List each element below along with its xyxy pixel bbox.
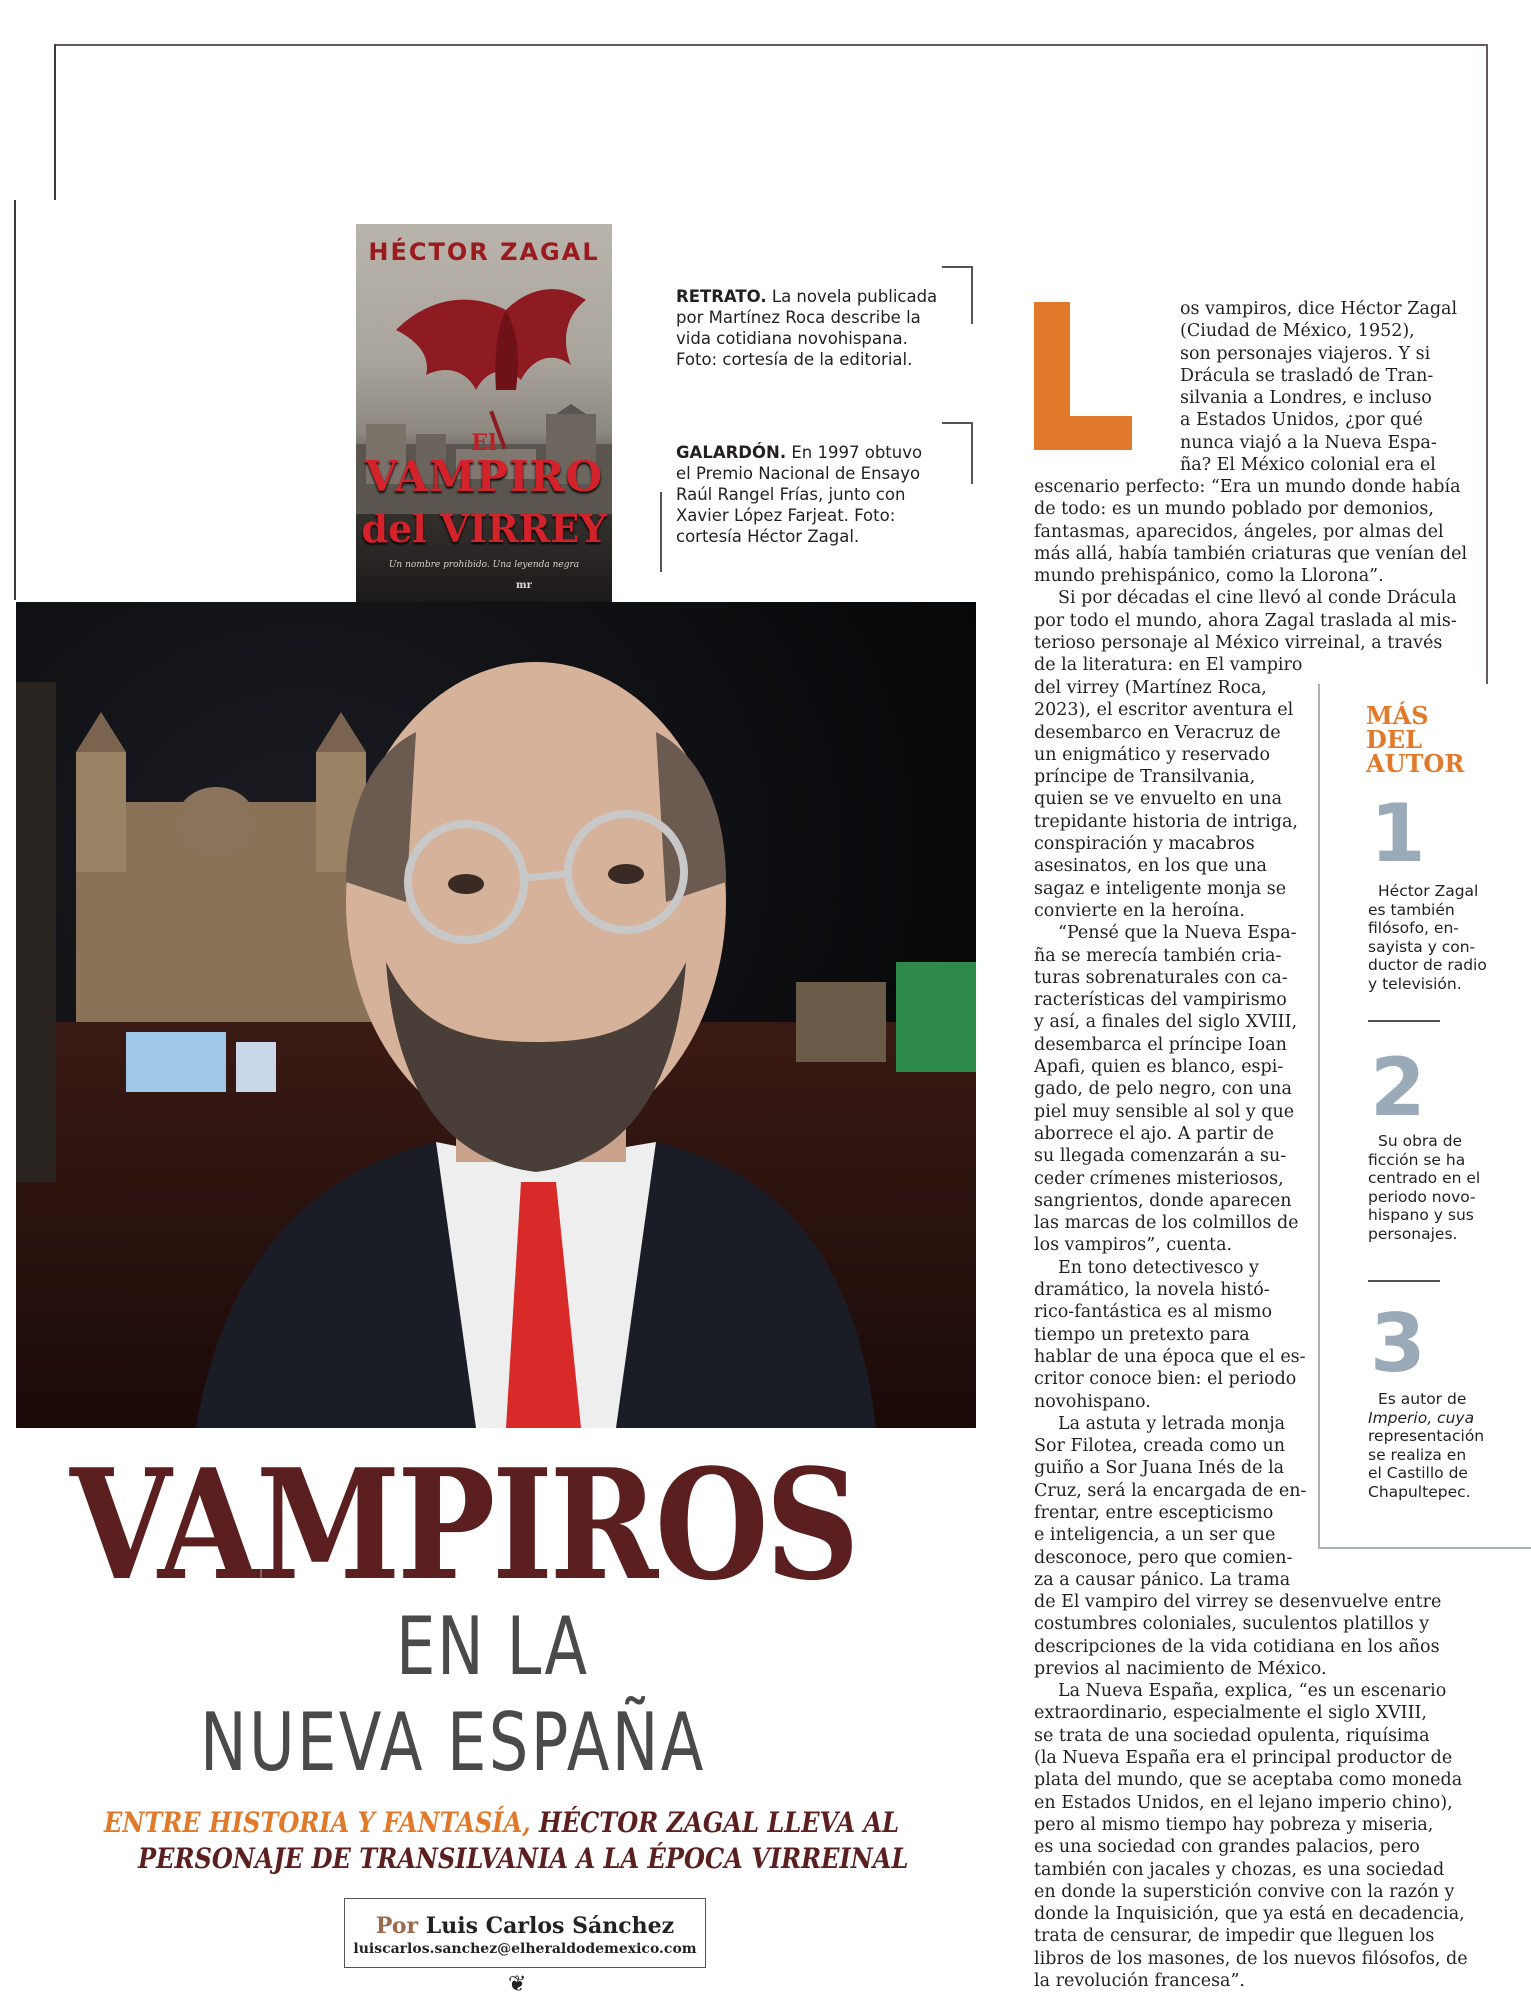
sidebar-divider: [1368, 1020, 1440, 1022]
caption-line: La novela publicada: [766, 287, 938, 306]
caption-retrato: [676, 286, 937, 370]
sidebar-line: centrado en el: [1368, 1169, 1481, 1187]
article-wide-column-1: [1034, 476, 1467, 677]
caption-line: el Premio Nacional de Ensayo: [676, 464, 921, 483]
article-line: quien se ve envuelto en una: [1034, 789, 1282, 810]
article-line: desconoce, pero que comien-: [1034, 1547, 1293, 1568]
sidebar-title-line: AUTOR: [1366, 749, 1465, 778]
subheadline-line-1: [104, 1805, 899, 1841]
page-frame-top: [54, 44, 1488, 46]
caption-rule: [971, 422, 973, 484]
article-wide-column-2: [1034, 1591, 1468, 1992]
byline-name: Luis Carlos Sánchez: [418, 1913, 675, 1939]
article-line: os vampiros, dice Héctor Zagal: [1180, 299, 1458, 319]
article-line: libros de los masones, de los nuevos filósofos, de: [1034, 1948, 1468, 1969]
sidebar-line: periodo novo-: [1368, 1187, 1476, 1206]
sidebar-title-line: MÁS: [1366, 701, 1429, 730]
article-line: son personajes viajeros. Y si: [1180, 343, 1431, 364]
article-line: tiempo un pretexto para: [1034, 1324, 1250, 1345]
author-portrait-photo: [16, 602, 976, 1428]
article-line: a Estados Unidos, ¿por qué: [1180, 410, 1423, 431]
article-line: las marcas de los colmillos de: [1034, 1213, 1299, 1234]
page-frame-right: [1486, 44, 1488, 684]
article-line: hablar de una época que el es-: [1034, 1346, 1306, 1367]
book-cover-publisher-logo: mr: [516, 580, 532, 591]
article-line: por todo el mundo, ahora Zagal traslada al mis-: [1034, 610, 1457, 631]
page-frame-left: [54, 44, 56, 200]
sidebar-line: filósofo, en-: [1368, 919, 1459, 937]
caption-line: cortesía Héctor Zagal.: [676, 527, 860, 546]
sidebar-number-3: 3: [1370, 1297, 1426, 1390]
article-line: su llegada comenzarán a su-: [1034, 1146, 1287, 1167]
article-line: Drácula se trasladó de Tran-: [1180, 365, 1434, 386]
article-line: de El vampiro del virrey se desenvuelve entre: [1034, 1592, 1442, 1612]
article-line: piel muy sensible al sol y que: [1034, 1101, 1295, 1122]
sidebar-line: ficción se ha: [1368, 1150, 1466, 1169]
book-cover-tagline: Un nombre prohibido. Una leyenda negra: [388, 560, 580, 570]
sidebar-line: representación: [1368, 1427, 1485, 1445]
article-line: trata de censurar, de impedir que lleguen los: [1034, 1926, 1435, 1947]
article-intro-column: [1180, 298, 1457, 476]
book-cover-title-el: El: [471, 430, 497, 456]
article-line: guiño a Sor Juana Inés de la: [1034, 1458, 1285, 1479]
byline-email: luiscarlos.sanchez@elheraldodemexico.com: [353, 1941, 697, 1957]
sidebar-line: el Castillo de: [1368, 1464, 1468, 1482]
sidebar-line: Su obra de: [1378, 1132, 1463, 1150]
article-line: silvania a Londres, e incluso: [1180, 388, 1432, 409]
article-line: novohispano.: [1034, 1391, 1151, 1412]
article-line: donde la Inquisición, que ya está en decadencia,: [1034, 1904, 1465, 1925]
article-line: también con jacales y chozas, es una sociedad: [1034, 1859, 1445, 1880]
sidebar-line: es también: [1368, 900, 1455, 919]
caption-line: Raúl Rangel Frías, junto con: [676, 485, 906, 504]
article-line: sagaz e inteligente monja se: [1034, 878, 1287, 899]
article-line: (la Nueva España era el principal productor de: [1034, 1748, 1453, 1769]
article-line: plata del mundo, que se aceptaba como moneda: [1034, 1770, 1463, 1791]
article-line: En tono detectivesco y: [1058, 1257, 1259, 1278]
author-portrait-illustration: [16, 602, 976, 1428]
sidebar-line: ductor de radio: [1368, 956, 1487, 974]
article-line: mundo prehispánico, como la Llorona”.: [1034, 566, 1384, 587]
sidebar-title: [1366, 701, 1465, 778]
article-line: La astuta y letrada monja: [1058, 1413, 1286, 1434]
caption-line: En 1997 obtuvo: [786, 443, 923, 462]
sidebar-item-2-text: [1368, 1132, 1481, 1243]
article-line: en Estados Unidos, en el lejano imperio chino),: [1034, 1792, 1453, 1813]
book-cover-author: HÉCTOR ZAGAL: [368, 238, 600, 266]
article-line: escenario perfecto: “Era un mundo donde había: [1034, 477, 1461, 497]
sidebar-item-1-text: [1368, 882, 1487, 993]
sidebar-line: sayista y con-: [1368, 937, 1476, 956]
article-line: extraordinario, especialmente el siglo XVIII,: [1034, 1703, 1427, 1724]
book-cover-image: [356, 224, 612, 602]
book-cover-title-virrey: del VIRREY: [361, 506, 607, 551]
article-line: convierte en la heroína.: [1034, 900, 1245, 921]
subheadline-line-2: PERSONAJE DE TRANSILVANIA A LA ÉPOCA VIRREINAL: [138, 1842, 909, 1875]
article-line: terioso personaje al México virreinal, a través: [1034, 633, 1443, 654]
article-line: nunca viajó a la Nueva Espa-: [1180, 432, 1437, 453]
byline-por: Por: [375, 1913, 419, 1939]
caption-line: Foto: cortesía de la editorial.: [676, 350, 913, 369]
byline-author: [345, 1913, 705, 1939]
caption-rule: [660, 492, 662, 572]
article-line: de todo: es un mundo poblado por demonios,: [1034, 499, 1434, 520]
article-line: descripciones de la vida cotidiana en los años: [1034, 1636, 1440, 1657]
sidebar-line: Héctor Zagal: [1378, 882, 1479, 900]
book-cover-title-vampiro: VAMPIRO: [364, 452, 604, 501]
caption-line: Xavier López Farjeat. Foto:: [676, 506, 896, 525]
article-line: en donde la superstición convive con la razón y: [1034, 1881, 1455, 1902]
sidebar-number-2: 2: [1370, 1041, 1426, 1134]
article-line: racterísticas del vampirismo: [1034, 990, 1287, 1011]
article-line: sangrientos, donde aparecen: [1034, 1190, 1292, 1211]
article-line: del virrey (Martínez Roca,: [1034, 678, 1267, 698]
subheadline-accent: ENTRE HISTORIA Y FANTASÍA,: [104, 1806, 531, 1839]
caption-galardon: [676, 442, 922, 547]
article-line: ña? El México colonial era el: [1180, 455, 1436, 476]
article-line: Cruz, será la encargada de en-: [1034, 1480, 1307, 1501]
sidebar-number-1: 1: [1370, 787, 1426, 880]
article-line: es una sociedad con grandes palacios, pero: [1034, 1837, 1420, 1858]
article-line: más allá, había también criaturas que venían del: [1034, 543, 1468, 564]
sidebar-line: personajes.: [1368, 1224, 1458, 1243]
article-line: príncipe de Transilvania,: [1034, 767, 1256, 788]
article-line: se trata de una sociedad opulenta, riquísima: [1034, 1725, 1430, 1746]
more-about-author-sidebar: [1318, 684, 1531, 1549]
caption-line: por Martínez Roca describe la: [676, 308, 921, 327]
article-line: frentar, entre escepticismo: [1034, 1502, 1274, 1523]
page-frame-left-lower: [14, 200, 16, 600]
article-line: un enigmático y reservado: [1034, 744, 1271, 765]
caption-galardon-label: GALARDÓN.: [676, 443, 787, 462]
fleuron-ornament-icon: ❦: [508, 1972, 527, 1997]
article-line: y así, a finales del siglo XVIII,: [1034, 1012, 1298, 1033]
article-line: La Nueva España, explica, “es un escenario: [1058, 1681, 1447, 1702]
article-line: turas sobrenaturales con ca-: [1034, 967, 1288, 988]
caption-retrato-label: RETRATO.: [676, 287, 767, 306]
article-line: e inteligencia, a un ser que: [1034, 1525, 1276, 1546]
article-line: za a causar pánico. La trama: [1034, 1569, 1291, 1590]
sidebar-line: Chapultepec.: [1368, 1482, 1471, 1501]
sidebar-line: Es autor de: [1378, 1390, 1467, 1408]
article-line: Si por décadas el cine llevó al conde Drácula: [1058, 588, 1457, 609]
article-line: critor conoce bien: el periodo: [1034, 1369, 1297, 1390]
article-line: gado, de pelo negro, con una: [1034, 1079, 1292, 1100]
article-line: pero al mismo tiempo hay pobreza y miseria,: [1034, 1814, 1434, 1835]
article-line: trepidante historia de intriga,: [1034, 811, 1298, 832]
sidebar-line: hispano y sus: [1368, 1206, 1474, 1224]
article-line: rico-fantástica es al mismo: [1034, 1302, 1273, 1323]
article-line: la revolución francesa”.: [1034, 1971, 1245, 1992]
headline-nueva-espana: NUEVA ESPAÑA: [200, 1696, 706, 1789]
article-line: desembarca el príncipe Ioan: [1034, 1034, 1287, 1055]
article-line: previos al nacimiento de México.: [1034, 1658, 1327, 1679]
caption-rule: [942, 266, 972, 268]
article-line: ceder crímenes misteriosos,: [1034, 1168, 1284, 1189]
caption-line: vida cotidiana novohispana.: [676, 329, 908, 348]
article-line: de la literatura: en El vampiro: [1034, 655, 1303, 676]
sidebar-line: Imperio, cuya: [1368, 1408, 1475, 1427]
article-line: ña se merecía también cria-: [1034, 945, 1282, 966]
byline-box: [344, 1898, 706, 1968]
article-line: costumbres coloniales, suculentos platillos y: [1034, 1614, 1430, 1635]
sidebar-title-line: DEL: [1366, 725, 1422, 754]
article-line: conspiración y macabros: [1034, 834, 1255, 855]
headline-vampiros: VAMPIROS: [70, 1435, 857, 1614]
article-line: dramático, la novela histó-: [1034, 1280, 1270, 1301]
sidebar-divider: [1368, 1280, 1440, 1282]
article-line: “Pensé que la Nueva Espa-: [1058, 923, 1297, 944]
article-line: desembarco en Veracruz de: [1034, 722, 1281, 743]
subheadline-rest: HÉCTOR ZAGAL LLEVA AL: [530, 1806, 900, 1839]
sidebar-item-3-text: [1368, 1390, 1485, 1501]
article-line: aborrece el ajo. A partir de: [1034, 1123, 1275, 1144]
sidebar-line: se realiza en: [1368, 1445, 1467, 1464]
article-line: Sor Filotea, creada como un: [1034, 1436, 1285, 1457]
article-line: Apafi, quien es blanco, espi-: [1034, 1057, 1284, 1078]
sidebar-line: y televisión.: [1368, 974, 1462, 993]
article-line: (Ciudad de México, 1952),: [1180, 321, 1415, 342]
article-line: 2023), el escritor aventura el: [1034, 700, 1294, 721]
article-line: los vampiros”, cuenta.: [1034, 1235, 1233, 1256]
article-line: fantasmas, aparecidos, ángeles, por almas del: [1034, 521, 1444, 542]
article-narrow-column: [1034, 677, 1306, 1591]
caption-rule: [942, 422, 972, 424]
caption-rule: [971, 266, 973, 324]
drop-cap-l: [1034, 302, 1132, 450]
headline-en-la: EN LA: [396, 1600, 589, 1693]
article-line: asesinatos, en los que una: [1034, 856, 1267, 877]
